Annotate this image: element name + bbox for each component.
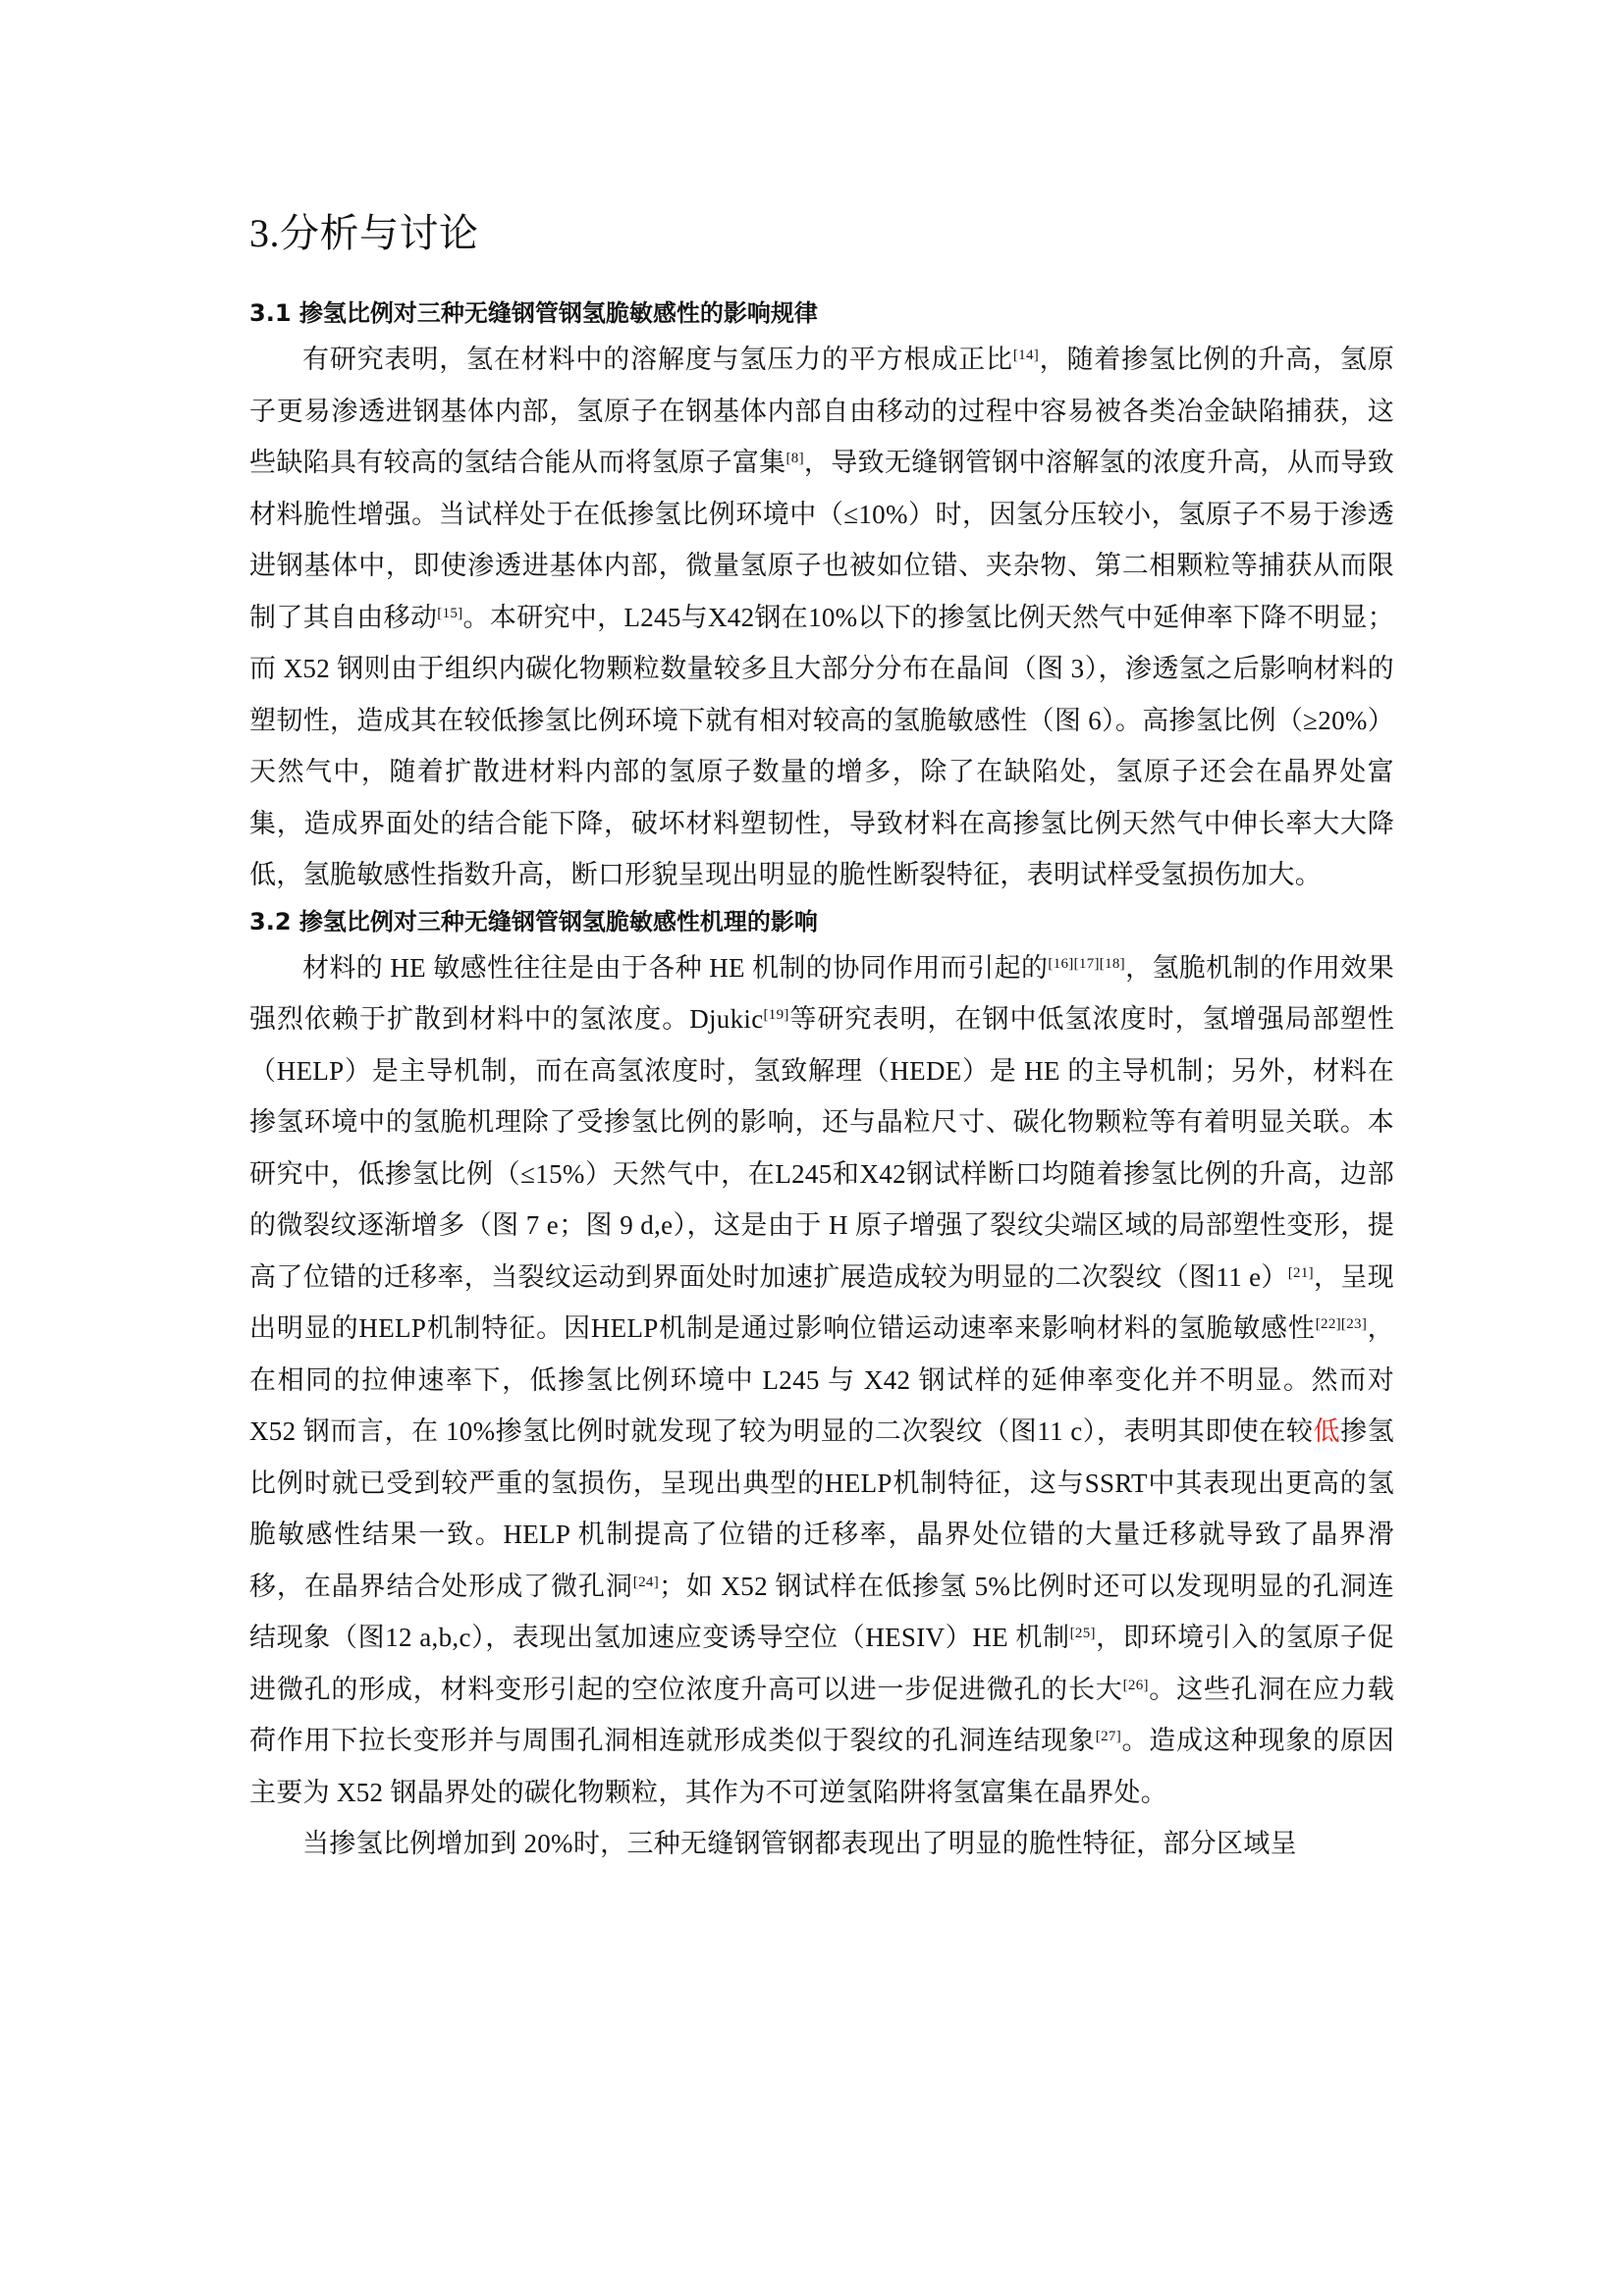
citation: [16][17][18] [1048,955,1125,972]
text-segment: ，导致无缝钢管钢中溶解氢的浓度升高，从而导致材料脆性增强。当试样处于在低掺氢比例环境中（≤10%）时，因氢分压较小，氢原子不易于渗透进钢基体中，即使渗透进基体内部，微量氢原子也被如位错、夹杂物、第二相颗粒等捕获从而限制了其自由移动 [249,448,1394,632]
document-body [249,204,1394,1870]
paragraph-3-1 [249,334,1394,901]
text-segment: 等研究表明，在钢中低氢浓度时，氢增强局部塑性（HELP）是主导机制，而在高氢浓度时，氢致解理（HEDE）是 HE 的主导机制；另外，材料在掺氢环境中的氢脆机理除了受掺氢比例的影响，还与晶粒尺寸、碳化物颗粒等有着明显关联。本研究中，低掺氢比例（≤15%）天然气中，在L245和X42钢试样断口均随着掺氢比例的升高，边部的微裂纹逐渐增多（图 7 e；图 9 d,e），这是由于 H 原子增强了裂纹尖端区域的局部塑性变形，提高了位错的迁移率，当裂纹运动到界面处时加速扩展造成较为明显的二次裂纹（图11 e） [249,1004,1394,1292]
subsection-3-2-title: 3.2 掺氢比例对三种无缝钢管钢氢脆敏感性机理的影响 [249,907,818,935]
text-segment: 掺氢比例时就已受到较严重的氢损伤，呈现出典型的HELP机制特征，这与SSRT中其表现出更高的氢脆敏感性结果一致。HELP 机制提高了位错的迁移率，晶界处位错的大量迁移就导致了晶界滑移，在晶界结合处形成了微孔洞 [249,1416,1394,1601]
text-segment: ，即环境引入的氢原子促进微孔的形成，材料变形引起的空位浓度升高可以进一步促进微孔的长大 [249,1623,1394,1704]
text-segment: ；如 X52 钢试样在低掺氢 5%比例时还可以发现明显的孔洞连结现象（图12 a,b,c），表现出氢加速应变诱导空位（HESIV）HE 机制 [249,1571,1394,1652]
citation: [25] [1069,1626,1096,1641]
text-segment: 。本研究中，L245与X42钢在10%以下的掺氢比例天然气中延伸率下降不明显；而 X52 钢则由于组织内碳化物颗粒数量较多且大部分分布在晶间（图 3），渗透氢之后影响材料的塑韧性，造成其在较低掺氢比例环境下就有相对较高的氢脆敏感性（图 6）。高掺氢比例（≥20%）天然气中，随着扩散进材料内部的氢原子数量的增多，除了在缺陷处，氢原子还会在晶界处富集，造成界面处的结合能下降，破坏材料塑韧性，导致材料在高掺氢比例天然气中伸长率大大降低，氢脆敏感性指数升高，断口形貌呈现出明显的脆性断裂特征，表明试样受氢损伤加大。 [249,602,1394,889]
highlighted-text: 低 [1313,1416,1341,1446]
citation: [24] [632,1574,659,1590]
text-segment: ，呈现出明显的HELP机制特征。因HELP机制是通过影响位错运动速率来影响材料的氢脆敏感性 [249,1261,1395,1343]
citation: [19] [763,1007,789,1023]
section-title: 3.分析与讨论 [249,211,479,255]
paragraph-3-2-a [249,942,1394,1819]
text-segment: 。这些孔洞在应力载荷作用下拉长变形并与周围孔洞相连就形成类似于裂纹的孔洞连结现象 [249,1674,1394,1755]
citation: [22][23] [1315,1316,1368,1332]
paragraph-3-2-b [249,1818,1394,1870]
text-segment: 材料的 HE 敏感性往往是由于各种 HE 机制的协同作用而引起的 [302,952,1049,983]
citation: [21] [1287,1264,1314,1281]
text-segment: ，随着掺氢比例的升高，氢原子更易渗透进钢基体内部，氢原子在钢基体内部自由移动的过程中容易被各类冶金缺陷捕获，这些缺陷具有较高的氢结合能从而将氢原子富集 [249,345,1394,477]
text-segment: 。造成这种现象的原因主要为 X52 钢晶界处的碳化物颗粒，其作为不可逆氢陷阱将氢富集在晶界处。 [249,1726,1394,1807]
citation: [8] [785,451,804,466]
citation: [26] [1122,1677,1149,1693]
text-segment: ，氢脆机制的作用效果强烈依赖于扩散到材料中的氢浓度。Djukic [249,952,1394,1034]
citation: [15] [437,605,463,621]
citation: [27] [1095,1729,1121,1744]
text-segment: 有研究表明，氢在材料中的溶解度与氢压力的平方根成正比 [302,345,1013,374]
text-segment: ，在相同的拉伸速率下，低掺氢比例环境中 L245 与 X42 钢试样的延伸率变化并不明显。然而对 X52 钢而言，在 10%掺氢比例时就发现了较为明显的二次裂纹（图11 c），表明其即使在较 [249,1313,1394,1446]
citation: [14] [1012,347,1040,363]
subsection-3-1-title: 3.1 掺氢比例对三种无缝钢管钢氢脆敏感性的影响规律 [249,299,818,327]
text-segment: 当掺氢比例增加到 20%时，三种无缝钢管钢都表现出了明显的脆性特征，部分区域呈 [302,1829,1297,1858]
